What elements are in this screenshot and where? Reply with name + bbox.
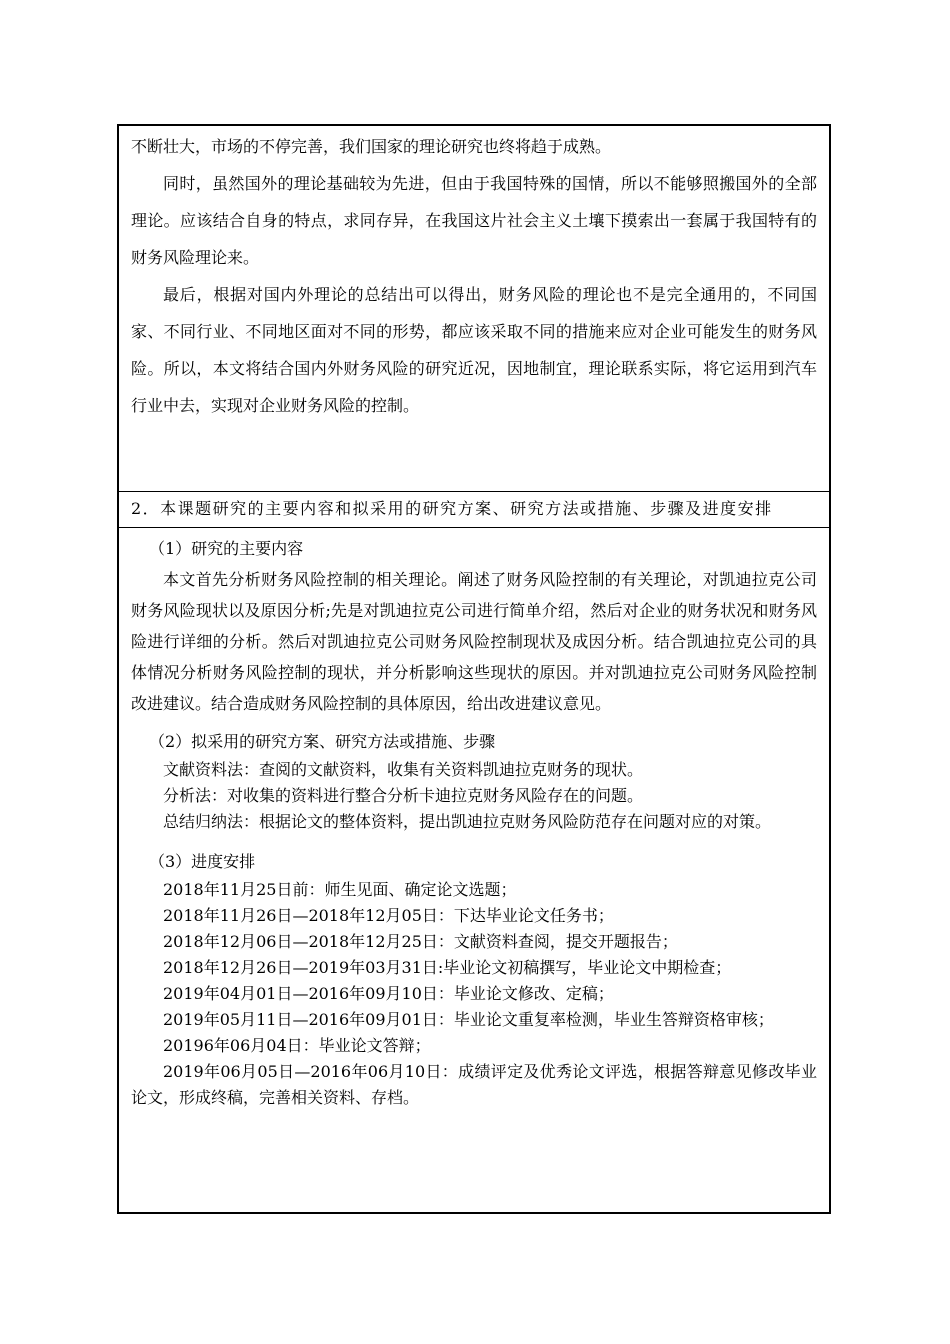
report-table	[117, 124, 831, 1214]
schedule-item: 2018年11月25日前：师生见面、确定论文选题；	[163, 880, 517, 899]
section-2-heading: 2．本课题研究的主要内容和拟采用的研究方案、研究方法或措施、步骤及进度安排	[119, 491, 829, 528]
schedule-item: 2018年11月26日—2018年12月05日：下达毕业论文任务书；	[163, 906, 614, 925]
paragraph-continuation: 不断壮大，市场的不停完善，我们国家的理论研究也终将趋于成熟。	[131, 137, 612, 156]
section-2-body	[119, 528, 829, 1212]
schedule-title: （3）进度安排	[149, 852, 256, 871]
content-paragraph: 本文首先分析财务风险控制的相关理论。阐述了财务风险控制的有关理论，对凯迪拉克公司财务风险现状以及原因分析;先是对凯迪拉克公司进行简单介绍，然后对企业的财务状况和财务风险进行详细的分析。然后对凯迪拉克公司财务风险控制现状及成因分析。结合凯迪拉克公司的具体情况分析财务风险控制的现状，并分析影响这些现状的原因。并对凯迪拉克公司财务风险控制改进建议。结合造成财务风险控制的具体原因，给出改进建议意见。	[131, 570, 817, 713]
content-title: （1）研究的主要内容	[149, 539, 304, 558]
literature-summary-cell	[119, 126, 829, 491]
paragraph-domestic-theory: 同时，虽然国外的理论基础较为先进，但由于我国特殊的国情，所以不能够照搬国外的全部理论。应该结合自身的特点，求同存异，在我国这片社会主义土壤下摸索出一套属于我国特有的财务风险理论来。	[131, 174, 817, 267]
methods-title: （2）拟采用的研究方案、研究方法或措施、步骤	[149, 732, 496, 751]
schedule-list	[131, 877, 817, 1111]
paragraph-conclusion: 最后，根据对国内外理论的总结出可以得出，财务风险的理论也不是完全通用的，不同国家、不同行业、不同地区面对不同的形势，都应该采取不同的措施来应对企业可能发生的财务风险。所以，本文将结合国内外财务风险的研究近况，因地制宜，理论联系实际，将它运用到汽车行业中去，实现对企业财务风险的控制。	[131, 285, 817, 415]
schedule-item: 2019年05月11日—2016年09月01日：毕业论文重复率检测，毕业生答辩资格审核；	[163, 1010, 774, 1029]
method-literature: 文献资料法：查阅的文献资料，收集有关资料凯迪拉克财务的现状。	[163, 760, 644, 779]
schedule-item: 2019年04月01日—2016年09月10日：毕业论文修改、定稿；	[163, 984, 614, 1003]
schedule-item: 2019年06月05日—2016年06月10日：成绩评定及优秀论文评选，根据答辩意见修改毕业论文，形成终稿，完善相关资料、存档。	[131, 1062, 817, 1107]
method-summary: 总结归纳法：根据论文的整体资料，提出凯迪拉克财务风险防范存在问题对应的对策。	[163, 812, 772, 831]
methods-list	[131, 757, 817, 835]
schedule-item: 20196年06月04日：毕业论文答辩；	[163, 1036, 431, 1055]
method-analysis: 分析法：对收集的资料进行整合分析卡迪拉克财务风险存在的问题。	[163, 786, 644, 805]
schedule-item: 2018年12月26日—2019年03月31日:毕业论文初稿撰写，毕业论文中期检查；	[163, 958, 732, 977]
content-block	[131, 564, 817, 719]
schedule-item: 2018年12月06日—2018年12月25日：文献资料查阅，提交开题报告；	[163, 932, 678, 951]
